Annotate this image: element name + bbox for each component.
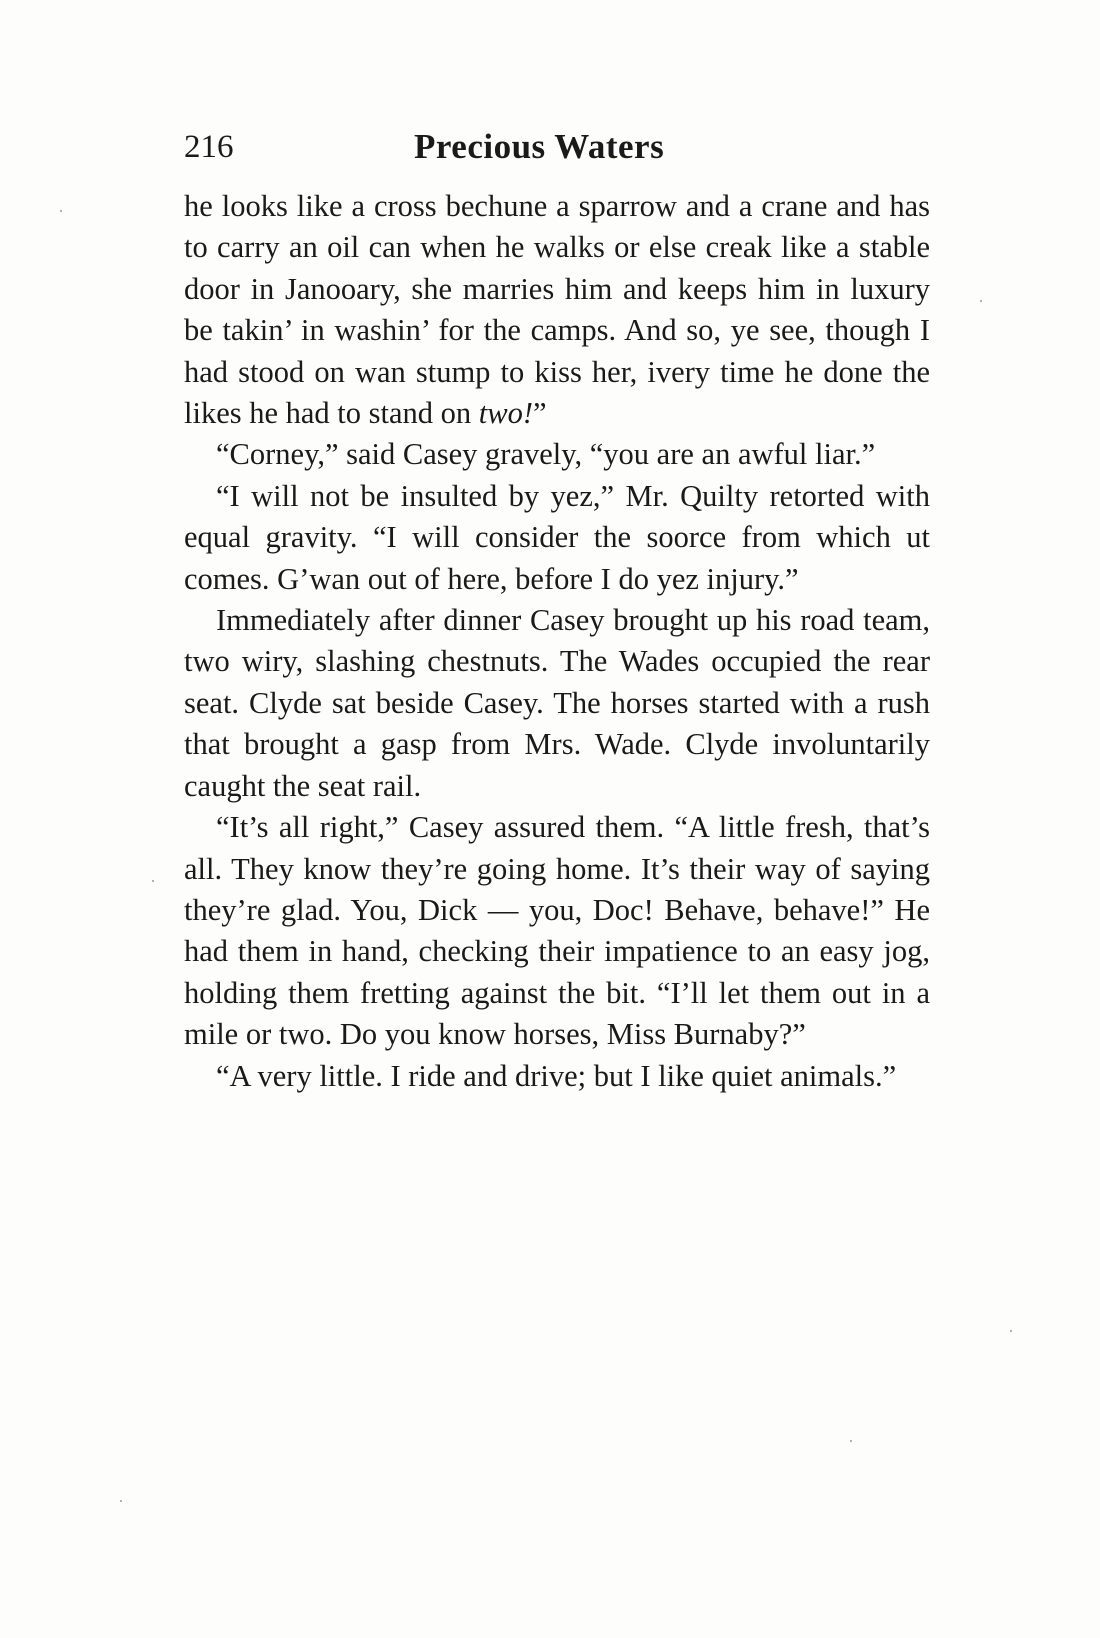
paper-speck xyxy=(152,880,154,882)
emphasized-word: two! xyxy=(478,396,534,431)
paragraph-continuation xyxy=(184,186,930,434)
paragraph-text: he looks like a cross bechune a sparrow and a crane and has to carry an oil can when he walks or else creak like a stable door in Janooary, she marries him and keeps him in luxury be takin’ in washin’ for the camps. And so, ye see, though I had stood on wan stump to kiss her, ivery time he done the likes he had to stand on xyxy=(184,189,930,431)
closing-quote: ” xyxy=(533,396,547,431)
paper-speck xyxy=(60,210,62,212)
paper-speck xyxy=(1010,1330,1012,1332)
paper-speck xyxy=(850,1440,852,1442)
body-text xyxy=(184,186,930,1097)
paragraph: “I will not be insulted by yez,” Mr. Quilty retorted with equal gravity. “I will consider the soorce from which ut comes. G’wan out of here, before I do yez injury.” xyxy=(184,478,930,596)
paper-speck xyxy=(980,300,982,302)
running-head xyxy=(184,122,930,172)
paragraph: “Corney,” said Casey gravely, “you are an awful liar.” xyxy=(216,437,876,472)
paragraph: Immediately after dinner Casey brought up his road team, two wiry, slashing chestnuts. The Wades occupied the rear seat. Clyde sat beside Casey. The horses started with a rush that brought a gasp from Mrs. Wade. Clyde involuntarily caught the seat rail. xyxy=(184,603,930,803)
paragraph: “A very little. I ride and drive; but I like quiet animals.” xyxy=(216,1058,897,1093)
running-title: Precious Waters xyxy=(414,127,665,166)
paper-speck xyxy=(120,1500,122,1502)
paragraph: “It’s all right,” Casey assured them. “A little fresh, that’s all. They know they’re going home. It’s their way of saying they’re glad. You, Dick — you, Doc! Behave, behave!” He had them in hand, checking their impatience to an easy jog, holding them fretting against the bit. “I’ll let them out in a mile or two. Do you know horses, Miss Burnaby?” xyxy=(184,810,930,1052)
page-number: 216 xyxy=(184,129,234,165)
